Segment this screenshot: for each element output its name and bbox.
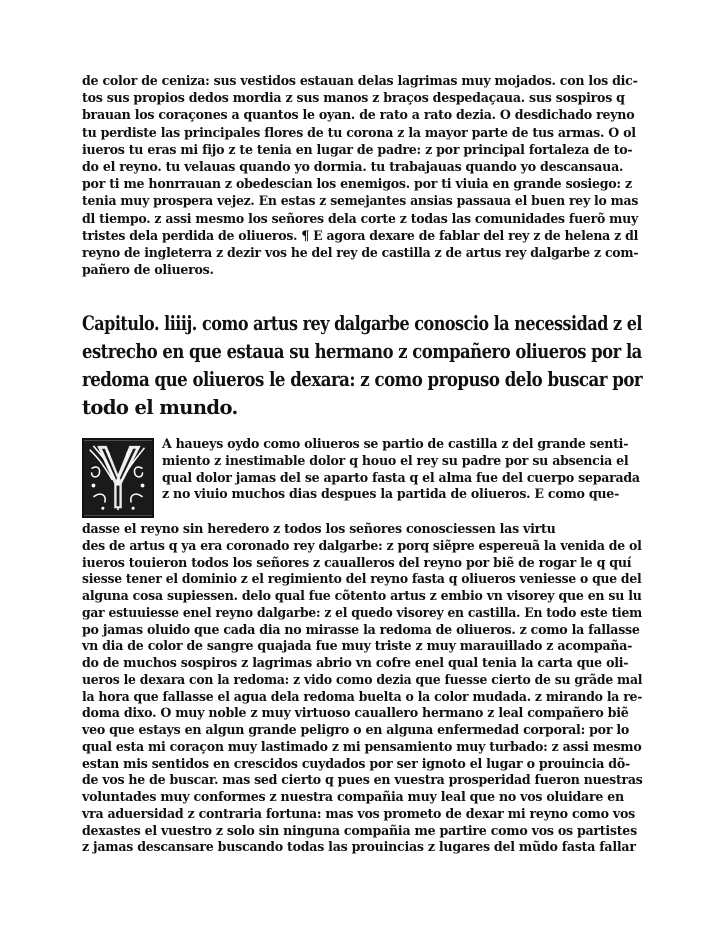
text-line: z jamas descansare buscando todas las prouincias z lugares del mũdo fasta fallar (82, 839, 636, 855)
text-line: voluntades muy conformes z nuestra compañia muy leal que no vos oluidare en (82, 789, 624, 804)
text-line: veo que estays en algun grande peligro o en alguna enfermedad corporal: por lo (82, 722, 630, 737)
text-line: de color de ceniza: sus vestidos estauan delas lagrimas muy mojados. con los dic- (82, 73, 638, 88)
heading-line: todo el mundo. (82, 396, 238, 419)
text-line: tenia muy prospera vejez. En estas z semejantes ansias passaua el buen rey lo mas (82, 193, 639, 209)
text-line: estan mis sentidos en crescidos cuydados por ser ignoto el lugar o prouincia dõ- (82, 755, 630, 771)
text-line: doma dixo. O muy noble z muy virtuoso cauallero hermano z leal compañero biẽ (82, 705, 629, 721)
ornament-icon (84, 440, 152, 516)
text-line: siesse tener el dominio z el regimiento del reyno fasta q oliueros veniesse o que del (82, 571, 642, 587)
heading-line: redoma que oliueros le dexara: z como propuso delo buscar por (82, 368, 643, 391)
text-line: z no viuio muchos dias despues la partida de oliueros. E como que- (162, 486, 620, 502)
text-line: alguna cosa supiessen. delo qual fue cõtento artus z embio vn visorey que en su lu (82, 588, 642, 603)
text-line: qual dolor jamas del se aparto fasta q el alma fue del cuerpo separada (162, 469, 640, 485)
text-line: dasse el reyno sin heredero z todos los señores conosciessen las virtu (82, 521, 556, 536)
text-line: vn dia de color de sangre quajada fue muy triste z muy marauillado z acompaña- (82, 638, 633, 654)
text-line: des de artus q ya era coronado rey dalgarbe: z porq siẽpre espereuã la venida de ol (82, 537, 642, 553)
text-line: iueros touieron todos los señores z caualleros del reyno por biẽ de rogar le q quí (82, 554, 632, 570)
paragraph-1 (82, 72, 638, 278)
text-line: do de muchos sospiros z lagrimas abrio vn cofre enel qual tenia la carta que oli- (82, 655, 629, 670)
text-line: dexastes el vuestro z solo sin ninguna compañia me partire como vos os partistes (82, 822, 637, 838)
text-line: tu perdiste las principales flores de tu corona z la mayor parte de tus armas. O ol (82, 124, 636, 140)
text-line: do el reyno. tu velauas quando yo dormia. tu trabajauas quando yo descansaua. (82, 158, 624, 174)
paragraph-2 (82, 521, 642, 856)
chapter-heading (82, 310, 642, 422)
text-line: iueros tu eras mi fijo z te tenia en lugar de padre: z por principal fortaleza de to- (82, 141, 633, 157)
text-line: vra aduersidad z contraria fortuna: mas vos prometo de dexar mi reyno como vos (82, 805, 635, 821)
text-line: gar estuuiesse enel reyno dalgarbe: z el quedo visorey en castilla. En todo este tiem (82, 604, 642, 620)
text-line: ueros le dexara con la redoma: z vido como dezia que fuesse cierto de su grãde mal (82, 671, 643, 687)
text-line: tristes dela perdida de oliueros. ¶ E agora dexare de fablar del rey z de helena z dl (82, 227, 639, 243)
paragraph-2-opening (162, 436, 640, 503)
text-line: reyno de ingleterra z dezir vos he del rey de castilla z de artus rey dalgarbe z com- (82, 244, 639, 260)
heading-line: Capitulo. liiij. como artus rey dalgarbe conoscio la necessidad z el (82, 312, 642, 335)
text-line: de vos he de buscar. mas sed cierto q pues en vuestra prosperidad fueron nuestras (82, 772, 643, 788)
text-line: po jamas oluido que cada dia no mirasse la redoma de oliueros. z como la fallasse (82, 621, 640, 637)
text-line: qual esta mi coraçon muy lastimado z mi pensamiento muy turbado: z assi mesmo (82, 738, 642, 754)
text-line: la hora que fallasse el agua dela redoma buelta o la color mudada. z mirando la re- (82, 688, 643, 704)
text-line: por ti me honrrauan z obedescian los enemigos. por ti viuia en grande sosiego: z (82, 176, 632, 192)
decorated-initial-letter (82, 438, 154, 518)
text-line: tos sus propios dedos mordia z sus manos z braços despedaçaua. sus sospiros q (82, 90, 625, 106)
text-line: A haueys oydo como oliueros se partio de castilla z del grande senti- (162, 436, 629, 451)
text-line: brauan los coraçones a quantos le oyan. de rato a rato dezia. O desdichado reyno (82, 107, 635, 123)
text-line: pañero de oliueros. (82, 262, 214, 278)
text-line: dl tiempo. z assi mesmo los señores dela corte z todas las comunidades fuerõ muy (82, 210, 639, 226)
heading-line: estrecho en que estaua su hermano z compañero oliueros por la (82, 340, 642, 363)
text-line: miento z inestimable dolor q houo el rey su padre por su absencia el (162, 452, 629, 468)
